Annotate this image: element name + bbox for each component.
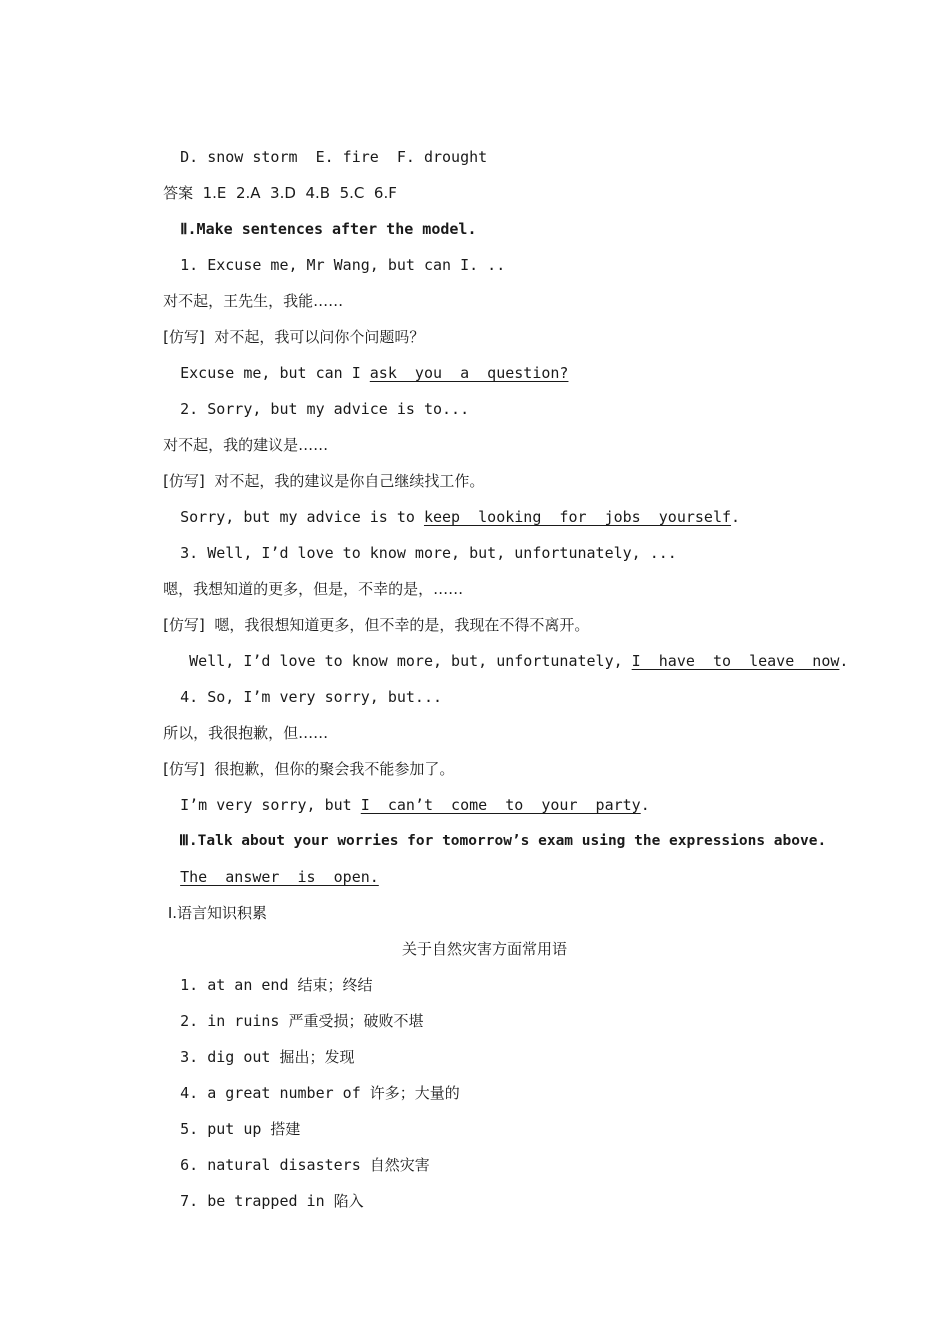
answer-suffix: .	[731, 508, 741, 526]
model-2-english	[144, 379, 470, 418]
imitation-3-prompt	[144, 595, 590, 634]
phrase-item-7	[144, 1171, 364, 1210]
model-text: 4. So, I’m very sorry, but...	[180, 688, 443, 706]
imitation-2-prompt	[144, 451, 485, 490]
phrase-text: 5. put up 搭建	[180, 1120, 301, 1138]
vocabulary-title-text: 关于自然灾害方面常用语	[402, 940, 568, 958]
section-heading-text: Ⅰ.语言知识积累	[163, 904, 268, 922]
model-3-english	[144, 523, 677, 562]
phrase-text: 2. in ruins 严重受损；破败不堪	[180, 1012, 424, 1030]
section-heading-text: Ⅲ.Talk about your worries for tomorrow’s exam using the expressions above.	[178, 833, 827, 849]
model-text: 1. Excuse me, Mr Wang, but can I. ..	[180, 256, 506, 274]
section-iii-heading	[144, 811, 827, 849]
section-ii-heading	[144, 199, 477, 238]
model-1-chinese	[144, 271, 344, 310]
phrase-text: 6. natural disasters 自然灾害	[180, 1156, 430, 1174]
imitation-2-answer	[144, 487, 741, 526]
answer-key-line	[144, 163, 397, 202]
section-heading-text: Ⅱ.Make sentences after the model.	[180, 220, 477, 238]
model-translation: 对不起，我的建议是……	[163, 436, 329, 454]
phrase-text: 1. at an end 结束；终结	[180, 976, 373, 994]
answer-prefix: Excuse me, but can I	[180, 364, 370, 382]
imitation-1-answer	[144, 343, 569, 382]
model-1-english	[144, 235, 506, 274]
model-translation: 对不起，王先生，我能……	[163, 292, 344, 310]
imitation-3-answer	[144, 631, 849, 670]
filled-answer: I can’t come to your party	[360, 796, 641, 814]
imitation-4-prompt	[144, 739, 455, 778]
phrase-item-6	[144, 1135, 430, 1174]
phrase-item-1	[144, 955, 373, 994]
model-translation: 嗯，我想知道的更多，但是，不幸的是，……	[163, 580, 464, 598]
phrase-text: 4. a great number of 许多；大量的	[180, 1084, 460, 1102]
phrase-item-3	[144, 1027, 355, 1066]
answer-key-text: 答案 1.E 2.A 3.D 4.B 5.C 6.F	[163, 184, 397, 202]
imitation-prompt-text: [仿写] 很抱歉，但你的聚会我不能参加了。	[163, 760, 455, 778]
model-text: 3. Well, I’d love to know more, but, unfortunately, ...	[180, 544, 677, 562]
option-line-def	[144, 127, 488, 166]
answer-prefix: I’m very sorry, but	[180, 796, 361, 814]
model-4-chinese	[144, 703, 329, 742]
imitation-prompt-text: [仿写] 对不起，我的建议是你自己继续找工作。	[163, 472, 485, 490]
section-i-heading	[144, 883, 268, 922]
filled-answer: The answer is open.	[180, 868, 379, 886]
answer-suffix: .	[640, 796, 650, 814]
imitation-1-prompt	[144, 307, 425, 346]
phrase-item-4	[144, 1063, 460, 1102]
phrase-text: 7. be trapped in 陷入	[180, 1192, 364, 1210]
answer-prefix: Sorry, but my advice is to	[180, 508, 424, 526]
model-translation: 所以，我很抱歉，但……	[163, 724, 329, 742]
model-text: 2. Sorry, but my advice is to...	[180, 400, 470, 418]
vocabulary-title	[0, 919, 950, 958]
option-text: D. snow storm E. fire F. drought	[180, 148, 488, 166]
phrase-text: 3. dig out 掘出；发现	[180, 1048, 355, 1066]
imitation-prompt-text: [仿写] 对不起，我可以问你个问题吗？	[163, 328, 425, 346]
model-4-english	[144, 667, 443, 706]
filled-answer: I have to leave now	[631, 652, 840, 670]
model-2-chinese	[144, 415, 329, 454]
phrase-item-5	[144, 1099, 301, 1138]
imitation-prompt-text: [仿写] 嗯，我很想知道更多，但不幸的是，我现在不得不离开。	[163, 616, 590, 634]
filled-answer: ask you a question?	[369, 364, 569, 382]
section-iii-answer	[144, 847, 379, 886]
answer-suffix: .	[839, 652, 849, 670]
filled-answer: keep looking for jobs yourself	[423, 508, 732, 526]
phrase-item-2	[144, 991, 424, 1030]
imitation-4-answer	[144, 775, 650, 814]
answer-prefix: Well, I’d love to know more, but, unfortunately,	[180, 652, 632, 670]
model-3-chinese	[144, 559, 464, 598]
